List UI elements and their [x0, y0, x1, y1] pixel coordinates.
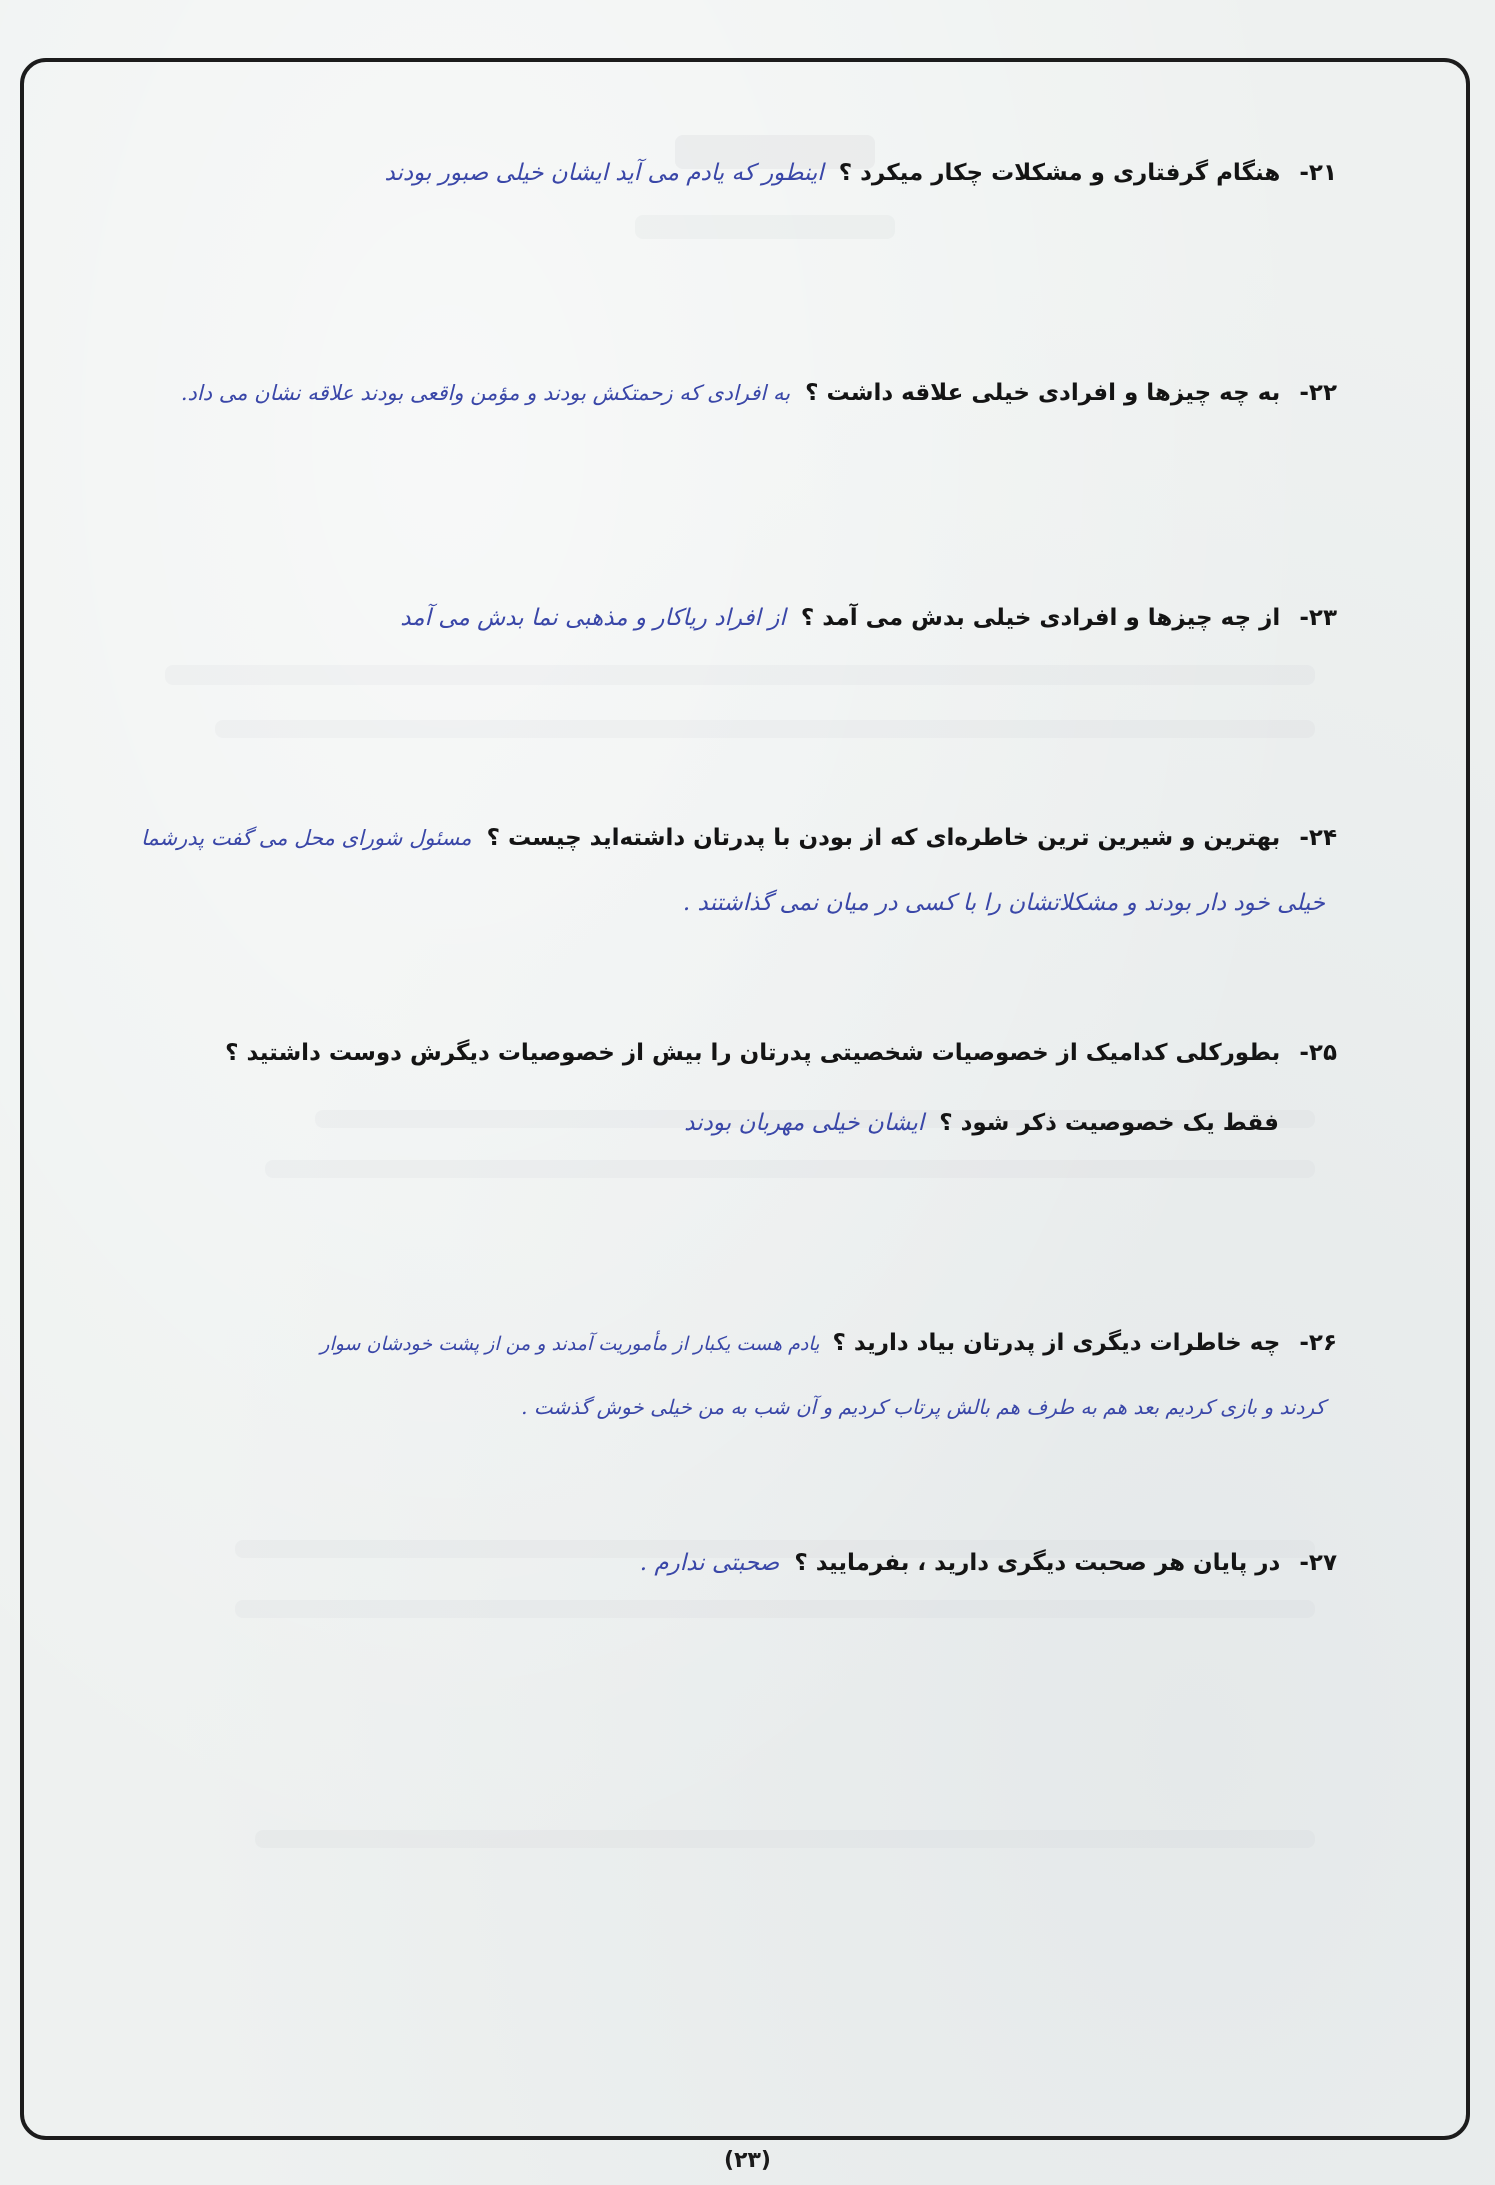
question-number: ۲۳- [1299, 605, 1337, 631]
question-text: بطورکلی کدامیک از خصوصیات شخصیتی پدرتان را بیش از خصوصیات دیگرش دوست داشتید ؟ [225, 1040, 1281, 1066]
question-22 [181, 380, 1337, 406]
handwritten-answer-continued: خیلی خود دار بودند و مشکلاتشان را با کسی در میان نمی گذاشتند . [682, 890, 1325, 916]
question-number: ۲۲- [1299, 380, 1337, 406]
handwritten-answer: اینطور که یادم می آید ایشان خیلی صبور بودند [384, 160, 824, 186]
question-text: چه خاطرات دیگری از پدرتان بیاد دارید ؟ [832, 1330, 1281, 1356]
question-text: به چه چیزها و افرادی خیلی علاقه داشت ؟ [805, 380, 1281, 406]
question-27 [640, 1550, 1337, 1576]
handwritten-answer: ایشان خیلی مهربان بودند [684, 1110, 925, 1136]
question-text: بهترین و شیرین ترین خاطره‌ای که از بودن با پدرتان داشته‌اید چیست ؟ [486, 825, 1281, 851]
question-text: در پایان هر صحبت دیگری دارید ، بفرمایید ؟ [794, 1550, 1281, 1576]
question-number: ۲۵- [1299, 1040, 1337, 1066]
handwritten-answer: صحبتی ندارم . [639, 1550, 780, 1576]
question-text: هنگام گرفتاری و مشکلات چکار میکرد ؟ [838, 160, 1281, 186]
question-number: ۲۶- [1299, 1330, 1337, 1356]
question-text: فقط یک خصوصیت ذکر شود ؟ [939, 1110, 1279, 1136]
question-24 [141, 825, 1337, 851]
question-21 [384, 160, 1337, 186]
question-number: ۲۷- [1299, 1550, 1337, 1576]
question-23 [400, 605, 1337, 631]
question-26 [320, 1330, 1337, 1356]
question-25 [225, 1040, 1337, 1066]
page-border-frame [20, 58, 1470, 2140]
page-number: (۲۳) [724, 2148, 771, 2173]
handwritten-answer: به افرادی که زحمتکش بودند و مؤمن واقعی بودند علاقه نشان می داد. [180, 381, 791, 405]
question-number: ۲۴- [1299, 825, 1337, 851]
question-text: از چه چیزها و افرادی خیلی بدش می آمد ؟ [800, 605, 1281, 631]
question-25-line2 [684, 1110, 1279, 1136]
handwritten-answer: از افراد ریاکار و مذهبی نما بدش می آمد [400, 605, 786, 631]
handwritten-answer: یادم هست یکبار از مأموریت آمدند و من از پشت خودشان سوار [320, 1333, 820, 1355]
handwritten-answer: مسئول شورای محل می گفت پدرشما [141, 826, 472, 850]
handwritten-answer-continued: کردند و بازی کردیم بعد هم به طرف هم بالش پرتاب کردیم و آن شب به من خیلی خوش گذشت . [521, 1395, 1325, 1419]
question-number: ۲۱- [1299, 160, 1337, 186]
